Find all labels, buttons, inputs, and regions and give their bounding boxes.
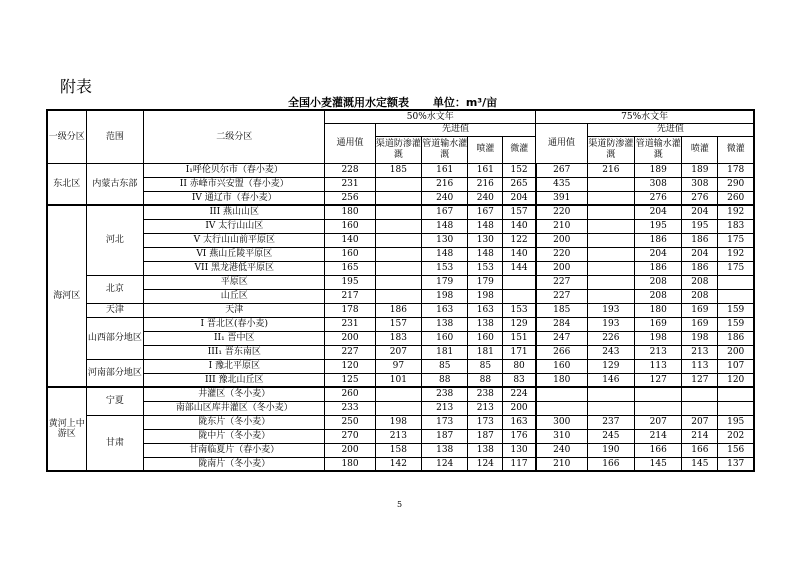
value-cell: 169 xyxy=(682,317,718,331)
value-cell: 200 xyxy=(536,233,587,247)
table-row xyxy=(47,457,754,471)
value-cell xyxy=(536,387,587,401)
table-row xyxy=(47,261,754,275)
value-cell xyxy=(375,205,421,219)
value-cell: 270 xyxy=(325,429,375,443)
value-cell: 88 xyxy=(468,373,503,387)
value-cell: 186 xyxy=(682,233,718,247)
value-cell: 240 xyxy=(536,443,587,457)
value-cell: 137 xyxy=(718,457,754,471)
value-cell: 145 xyxy=(682,457,718,471)
value-cell: 198 xyxy=(635,331,682,345)
value-cell: 204 xyxy=(503,191,536,205)
value-cell xyxy=(682,387,718,401)
scope-cell: 山西部分地区 xyxy=(86,317,144,359)
value-cell xyxy=(536,401,587,415)
value-cell: 160 xyxy=(325,247,375,261)
value-cell: 185 xyxy=(375,163,421,177)
value-cell: 207 xyxy=(375,345,421,359)
value-cell xyxy=(503,289,536,303)
value-cell: 308 xyxy=(635,177,682,191)
subregion-cell: 陇南片（冬小麦） xyxy=(144,457,325,471)
value-cell: 213 xyxy=(375,429,421,443)
value-cell: 88 xyxy=(422,373,468,387)
value-cell: 231 xyxy=(325,317,375,331)
value-cell: 256 xyxy=(325,191,375,205)
value-cell: 189 xyxy=(682,163,718,177)
value-cell xyxy=(587,191,634,205)
value-cell: 148 xyxy=(468,247,503,261)
value-cell: 85 xyxy=(422,359,468,373)
value-cell: 308 xyxy=(682,177,718,191)
header-level2: 二级分区 xyxy=(144,110,325,163)
value-cell: 163 xyxy=(503,415,536,429)
subregion-cell: III 燕山山区 xyxy=(144,205,325,219)
value-cell: 144 xyxy=(503,261,536,275)
value-cell: 178 xyxy=(325,303,375,317)
value-cell: 207 xyxy=(682,415,718,429)
value-cell: 213 xyxy=(422,401,468,415)
value-cell: 127 xyxy=(682,373,718,387)
value-cell xyxy=(587,401,634,415)
value-cell: 240 xyxy=(468,191,503,205)
table-row xyxy=(47,443,754,457)
value-cell: 181 xyxy=(468,345,503,359)
value-cell: 179 xyxy=(468,275,503,289)
value-cell: 153 xyxy=(503,303,536,317)
subregion-cell: 甘南临夏片（春小麦） xyxy=(144,443,325,457)
value-cell: 198 xyxy=(682,331,718,345)
table-row xyxy=(47,303,754,317)
value-cell: 101 xyxy=(375,373,421,387)
scope-cell: 甘肃 xyxy=(86,415,144,471)
value-cell: 210 xyxy=(536,219,587,233)
value-cell: 216 xyxy=(468,177,503,191)
value-cell: 226 xyxy=(587,331,634,345)
value-cell: 130 xyxy=(503,443,536,457)
value-cell: 260 xyxy=(718,191,754,205)
value-cell: 195 xyxy=(325,275,375,289)
value-cell: 180 xyxy=(325,457,375,471)
value-cell: 204 xyxy=(635,247,682,261)
value-cell: 148 xyxy=(468,219,503,233)
value-cell: 85 xyxy=(468,359,503,373)
value-cell: 165 xyxy=(325,261,375,275)
value-cell: 204 xyxy=(682,247,718,261)
table-row xyxy=(47,233,754,247)
value-cell: 192 xyxy=(718,247,754,261)
subregion-cell: 陇中片（冬小麦） xyxy=(144,429,325,443)
table-row xyxy=(47,331,754,345)
table-row xyxy=(47,177,754,191)
value-cell: 208 xyxy=(682,289,718,303)
value-cell: 107 xyxy=(718,359,754,373)
subregion-cell: 南部山区库井灌区（冬小麦） xyxy=(144,401,325,415)
value-cell: 233 xyxy=(325,401,375,415)
value-cell: 159 xyxy=(718,303,754,317)
value-cell: 124 xyxy=(468,457,503,471)
value-cell: 200 xyxy=(503,401,536,415)
value-cell: 250 xyxy=(325,415,375,429)
subregion-cell: II 赤峰市兴安盟（春小麦） xyxy=(144,177,325,191)
value-cell: 187 xyxy=(468,429,503,443)
value-cell: 195 xyxy=(718,415,754,429)
value-cell xyxy=(718,289,754,303)
subregion-cell: III 豫北山丘区 xyxy=(144,373,325,387)
header-p75: 75%水文年 xyxy=(536,110,754,123)
value-cell: 198 xyxy=(375,415,421,429)
scope-cell: 宁夏 xyxy=(86,387,144,415)
value-cell xyxy=(587,387,634,401)
value-cell: 195 xyxy=(682,219,718,233)
value-cell: 204 xyxy=(682,205,718,219)
table-row xyxy=(47,387,754,401)
header-pipe-50: 管道输水灌溉 xyxy=(422,136,468,163)
value-cell: 193 xyxy=(587,317,634,331)
value-cell: 391 xyxy=(536,191,587,205)
table-row xyxy=(47,247,754,261)
subregion-cell: 井灌区（冬小麦） xyxy=(144,387,325,401)
value-cell: 160 xyxy=(325,219,375,233)
value-cell: 176 xyxy=(503,429,536,443)
value-cell: 140 xyxy=(503,247,536,261)
value-cell: 200 xyxy=(536,261,587,275)
value-cell: 192 xyxy=(718,205,754,219)
appendix-heading: 附表 xyxy=(60,77,93,96)
value-cell: 160 xyxy=(536,359,587,373)
value-cell: 300 xyxy=(536,415,587,429)
value-cell: 186 xyxy=(718,331,754,345)
value-cell: 190 xyxy=(587,443,634,457)
value-cell: 210 xyxy=(536,457,587,471)
subregion-cell: VI 燕山丘陵平原区 xyxy=(144,247,325,261)
value-cell: 260 xyxy=(325,387,375,401)
table-row xyxy=(47,345,754,359)
value-cell: 200 xyxy=(718,345,754,359)
value-cell: 146 xyxy=(587,373,634,387)
value-cell xyxy=(375,247,421,261)
value-cell: 267 xyxy=(536,163,587,177)
value-cell: 231 xyxy=(325,177,375,191)
value-cell: 97 xyxy=(375,359,421,373)
value-cell xyxy=(375,387,421,401)
value-cell: 200 xyxy=(325,443,375,457)
header-p50: 50%水文年 xyxy=(325,110,536,123)
value-cell: 173 xyxy=(422,415,468,429)
value-cell: 227 xyxy=(536,289,587,303)
header-scope: 范围 xyxy=(86,110,144,163)
value-cell: 208 xyxy=(635,289,682,303)
value-cell: 169 xyxy=(635,317,682,331)
value-cell: 148 xyxy=(422,247,468,261)
value-cell xyxy=(375,219,421,233)
value-cell: 158 xyxy=(375,443,421,457)
header-advanced-75: 先进值 xyxy=(587,123,754,136)
subregion-cell: I 豫北平原区 xyxy=(144,359,325,373)
value-cell: 127 xyxy=(635,373,682,387)
header-general-75: 通用值 xyxy=(536,123,587,163)
subregion-cell: IV 通辽市（春小麦） xyxy=(144,191,325,205)
page-number: 5 xyxy=(397,500,403,509)
table-row xyxy=(47,401,754,415)
value-cell: 171 xyxy=(503,345,536,359)
value-cell: 125 xyxy=(325,373,375,387)
value-cell: 180 xyxy=(325,205,375,219)
value-cell: 163 xyxy=(422,303,468,317)
table-row xyxy=(47,429,754,443)
value-cell xyxy=(375,275,421,289)
table-row xyxy=(47,275,754,289)
value-cell: 166 xyxy=(587,457,634,471)
header-micro-75: 微灌 xyxy=(718,136,754,163)
value-cell: 276 xyxy=(635,191,682,205)
value-cell xyxy=(587,247,634,261)
header-level1: 一级分区 xyxy=(47,110,86,163)
value-cell: 204 xyxy=(635,205,682,219)
value-cell: 145 xyxy=(635,457,682,471)
value-cell: 159 xyxy=(718,317,754,331)
value-cell: 214 xyxy=(682,429,718,443)
value-cell xyxy=(587,205,634,219)
header-micro-50: 微灌 xyxy=(503,136,536,163)
value-cell xyxy=(375,177,421,191)
header-advanced-50: 先进值 xyxy=(375,123,536,136)
value-cell xyxy=(682,401,718,415)
value-cell: 153 xyxy=(468,261,503,275)
value-cell: 208 xyxy=(635,275,682,289)
region-cell: 海河区 xyxy=(47,205,86,387)
value-cell xyxy=(375,401,421,415)
value-cell: 83 xyxy=(503,373,536,387)
value-cell: 181 xyxy=(422,345,468,359)
value-cell: 276 xyxy=(682,191,718,205)
value-cell: 200 xyxy=(325,331,375,345)
value-cell: 186 xyxy=(635,233,682,247)
value-cell: 220 xyxy=(536,247,587,261)
value-cell: 227 xyxy=(536,275,587,289)
value-cell: 180 xyxy=(536,373,587,387)
value-cell: 228 xyxy=(325,163,375,177)
value-cell: 284 xyxy=(536,317,587,331)
value-cell: 160 xyxy=(468,331,503,345)
subregion-cell: III₁ 晋东南区 xyxy=(144,345,325,359)
subregion-cell: VII 黑龙港低平原区 xyxy=(144,261,325,275)
scope-cell: 内蒙古东部 xyxy=(86,163,144,205)
value-cell xyxy=(587,261,634,275)
value-cell xyxy=(587,289,634,303)
value-cell: 208 xyxy=(682,275,718,289)
value-cell xyxy=(587,219,634,233)
value-cell: 217 xyxy=(325,289,375,303)
value-cell: 237 xyxy=(587,415,634,429)
value-cell: 167 xyxy=(468,205,503,219)
value-cell xyxy=(718,387,754,401)
value-cell xyxy=(635,401,682,415)
subregion-cell: I₁呼伦贝尔市（春小麦） xyxy=(144,163,325,177)
scope-cell: 天津 xyxy=(86,303,144,317)
value-cell: 161 xyxy=(468,163,503,177)
value-cell: 80 xyxy=(503,359,536,373)
table-row xyxy=(47,317,754,331)
header-general-50: 通用值 xyxy=(325,123,375,163)
subregion-cell: I 晋北区(春小麦) xyxy=(144,317,325,331)
value-cell: 160 xyxy=(422,331,468,345)
value-cell: 220 xyxy=(536,205,587,219)
value-cell: 266 xyxy=(536,345,587,359)
value-cell: 224 xyxy=(503,387,536,401)
value-cell: 161 xyxy=(422,163,468,177)
value-cell: 130 xyxy=(468,233,503,247)
value-cell: 193 xyxy=(587,303,634,317)
value-cell: 140 xyxy=(325,233,375,247)
subregion-cell: 山丘区 xyxy=(144,289,325,303)
value-cell xyxy=(587,233,634,247)
value-cell: 167 xyxy=(422,205,468,219)
table-row xyxy=(47,359,754,373)
value-cell: 187 xyxy=(422,429,468,443)
value-cell: 189 xyxy=(635,163,682,177)
value-cell: 138 xyxy=(468,317,503,331)
table-title xyxy=(288,94,497,110)
value-cell: 157 xyxy=(375,317,421,331)
table-row xyxy=(47,289,754,303)
value-cell: 120 xyxy=(718,373,754,387)
value-cell: 227 xyxy=(325,345,375,359)
value-cell: 290 xyxy=(718,177,754,191)
value-cell: 138 xyxy=(422,443,468,457)
subregion-cell: 陇东片（冬小麦） xyxy=(144,415,325,429)
value-cell: 243 xyxy=(587,345,634,359)
value-cell: 183 xyxy=(718,219,754,233)
value-cell: 122 xyxy=(503,233,536,247)
value-cell: 140 xyxy=(503,219,536,233)
value-cell: 213 xyxy=(468,401,503,415)
value-cell: 142 xyxy=(375,457,421,471)
value-cell: 216 xyxy=(587,163,634,177)
region-cell: 东北区 xyxy=(47,163,86,205)
table-row xyxy=(47,163,754,177)
value-cell: 435 xyxy=(536,177,587,191)
value-cell xyxy=(718,401,754,415)
region-cell: 黄河上中游区 xyxy=(47,387,86,471)
value-cell: 173 xyxy=(468,415,503,429)
value-cell: 178 xyxy=(718,163,754,177)
value-cell: 238 xyxy=(422,387,468,401)
value-cell: 124 xyxy=(422,457,468,471)
value-cell: 157 xyxy=(503,205,536,219)
value-cell: 195 xyxy=(635,219,682,233)
value-cell: 216 xyxy=(422,177,468,191)
header-sprinkler-75: 喷灌 xyxy=(682,136,718,163)
unit-label: 单位：m³/亩 xyxy=(432,96,498,109)
value-cell: 198 xyxy=(422,289,468,303)
value-cell: 240 xyxy=(422,191,468,205)
scope-cell: 北京 xyxy=(86,275,144,303)
value-cell: 117 xyxy=(503,457,536,471)
value-cell xyxy=(375,191,421,205)
value-cell xyxy=(375,289,421,303)
value-cell xyxy=(587,275,634,289)
value-cell: 153 xyxy=(422,261,468,275)
value-cell: 310 xyxy=(536,429,587,443)
header-sprinkler-50: 喷灌 xyxy=(468,136,503,163)
table-row xyxy=(47,191,754,205)
value-cell: 129 xyxy=(587,359,634,373)
value-cell: 183 xyxy=(375,331,421,345)
table-row xyxy=(47,415,754,429)
value-cell: 152 xyxy=(503,163,536,177)
subregion-cell: II₁ 晋中区 xyxy=(144,331,325,345)
value-cell: 175 xyxy=(718,233,754,247)
value-cell: 245 xyxy=(587,429,634,443)
value-cell: 202 xyxy=(718,429,754,443)
value-cell: 156 xyxy=(718,443,754,457)
scope-cell: 河南部分地区 xyxy=(86,359,144,387)
table-row xyxy=(47,373,754,387)
value-cell: 179 xyxy=(422,275,468,289)
value-cell: 213 xyxy=(635,345,682,359)
value-cell xyxy=(718,275,754,289)
value-cell xyxy=(587,177,634,191)
value-cell xyxy=(375,261,421,275)
value-cell: 169 xyxy=(682,303,718,317)
value-cell xyxy=(375,233,421,247)
value-cell: 186 xyxy=(682,261,718,275)
table-title-text: 全国小麦灌溉用水定额表 xyxy=(288,96,409,109)
value-cell: 238 xyxy=(468,387,503,401)
value-cell: 151 xyxy=(503,331,536,345)
value-cell: 138 xyxy=(468,443,503,457)
subregion-cell: 天津 xyxy=(144,303,325,317)
value-cell: 186 xyxy=(375,303,421,317)
value-cell xyxy=(503,275,536,289)
scope-cell: 河北 xyxy=(86,205,144,275)
value-cell: 186 xyxy=(635,261,682,275)
value-cell: 198 xyxy=(468,289,503,303)
header-pipe-75: 管道输水灌溉 xyxy=(635,136,682,163)
table-row xyxy=(47,205,754,219)
value-cell: 180 xyxy=(635,303,682,317)
value-cell xyxy=(635,387,682,401)
value-cell: 163 xyxy=(468,303,503,317)
value-cell: 166 xyxy=(682,443,718,457)
value-cell: 113 xyxy=(682,359,718,373)
value-cell: 166 xyxy=(635,443,682,457)
value-cell: 138 xyxy=(422,317,468,331)
value-cell: 148 xyxy=(422,219,468,233)
value-cell: 120 xyxy=(325,359,375,373)
value-cell: 113 xyxy=(635,359,682,373)
value-cell: 185 xyxy=(536,303,587,317)
value-cell: 265 xyxy=(503,177,536,191)
value-cell: 175 xyxy=(718,261,754,275)
subregion-cell: V 太行山山前平原区 xyxy=(144,233,325,247)
header-canal-50: 渠道防渗灌溉 xyxy=(375,136,421,163)
header-canal-75: 渠道防渗灌溉 xyxy=(587,136,634,163)
value-cell: 214 xyxy=(635,429,682,443)
subregion-cell: 平原区 xyxy=(144,275,325,289)
value-cell: 247 xyxy=(536,331,587,345)
value-cell: 130 xyxy=(422,233,468,247)
quota-table xyxy=(46,109,755,472)
table-row xyxy=(47,219,754,233)
subregion-cell: IV 太行山山区 xyxy=(144,219,325,233)
value-cell: 213 xyxy=(682,345,718,359)
value-cell: 207 xyxy=(635,415,682,429)
value-cell: 129 xyxy=(503,317,536,331)
